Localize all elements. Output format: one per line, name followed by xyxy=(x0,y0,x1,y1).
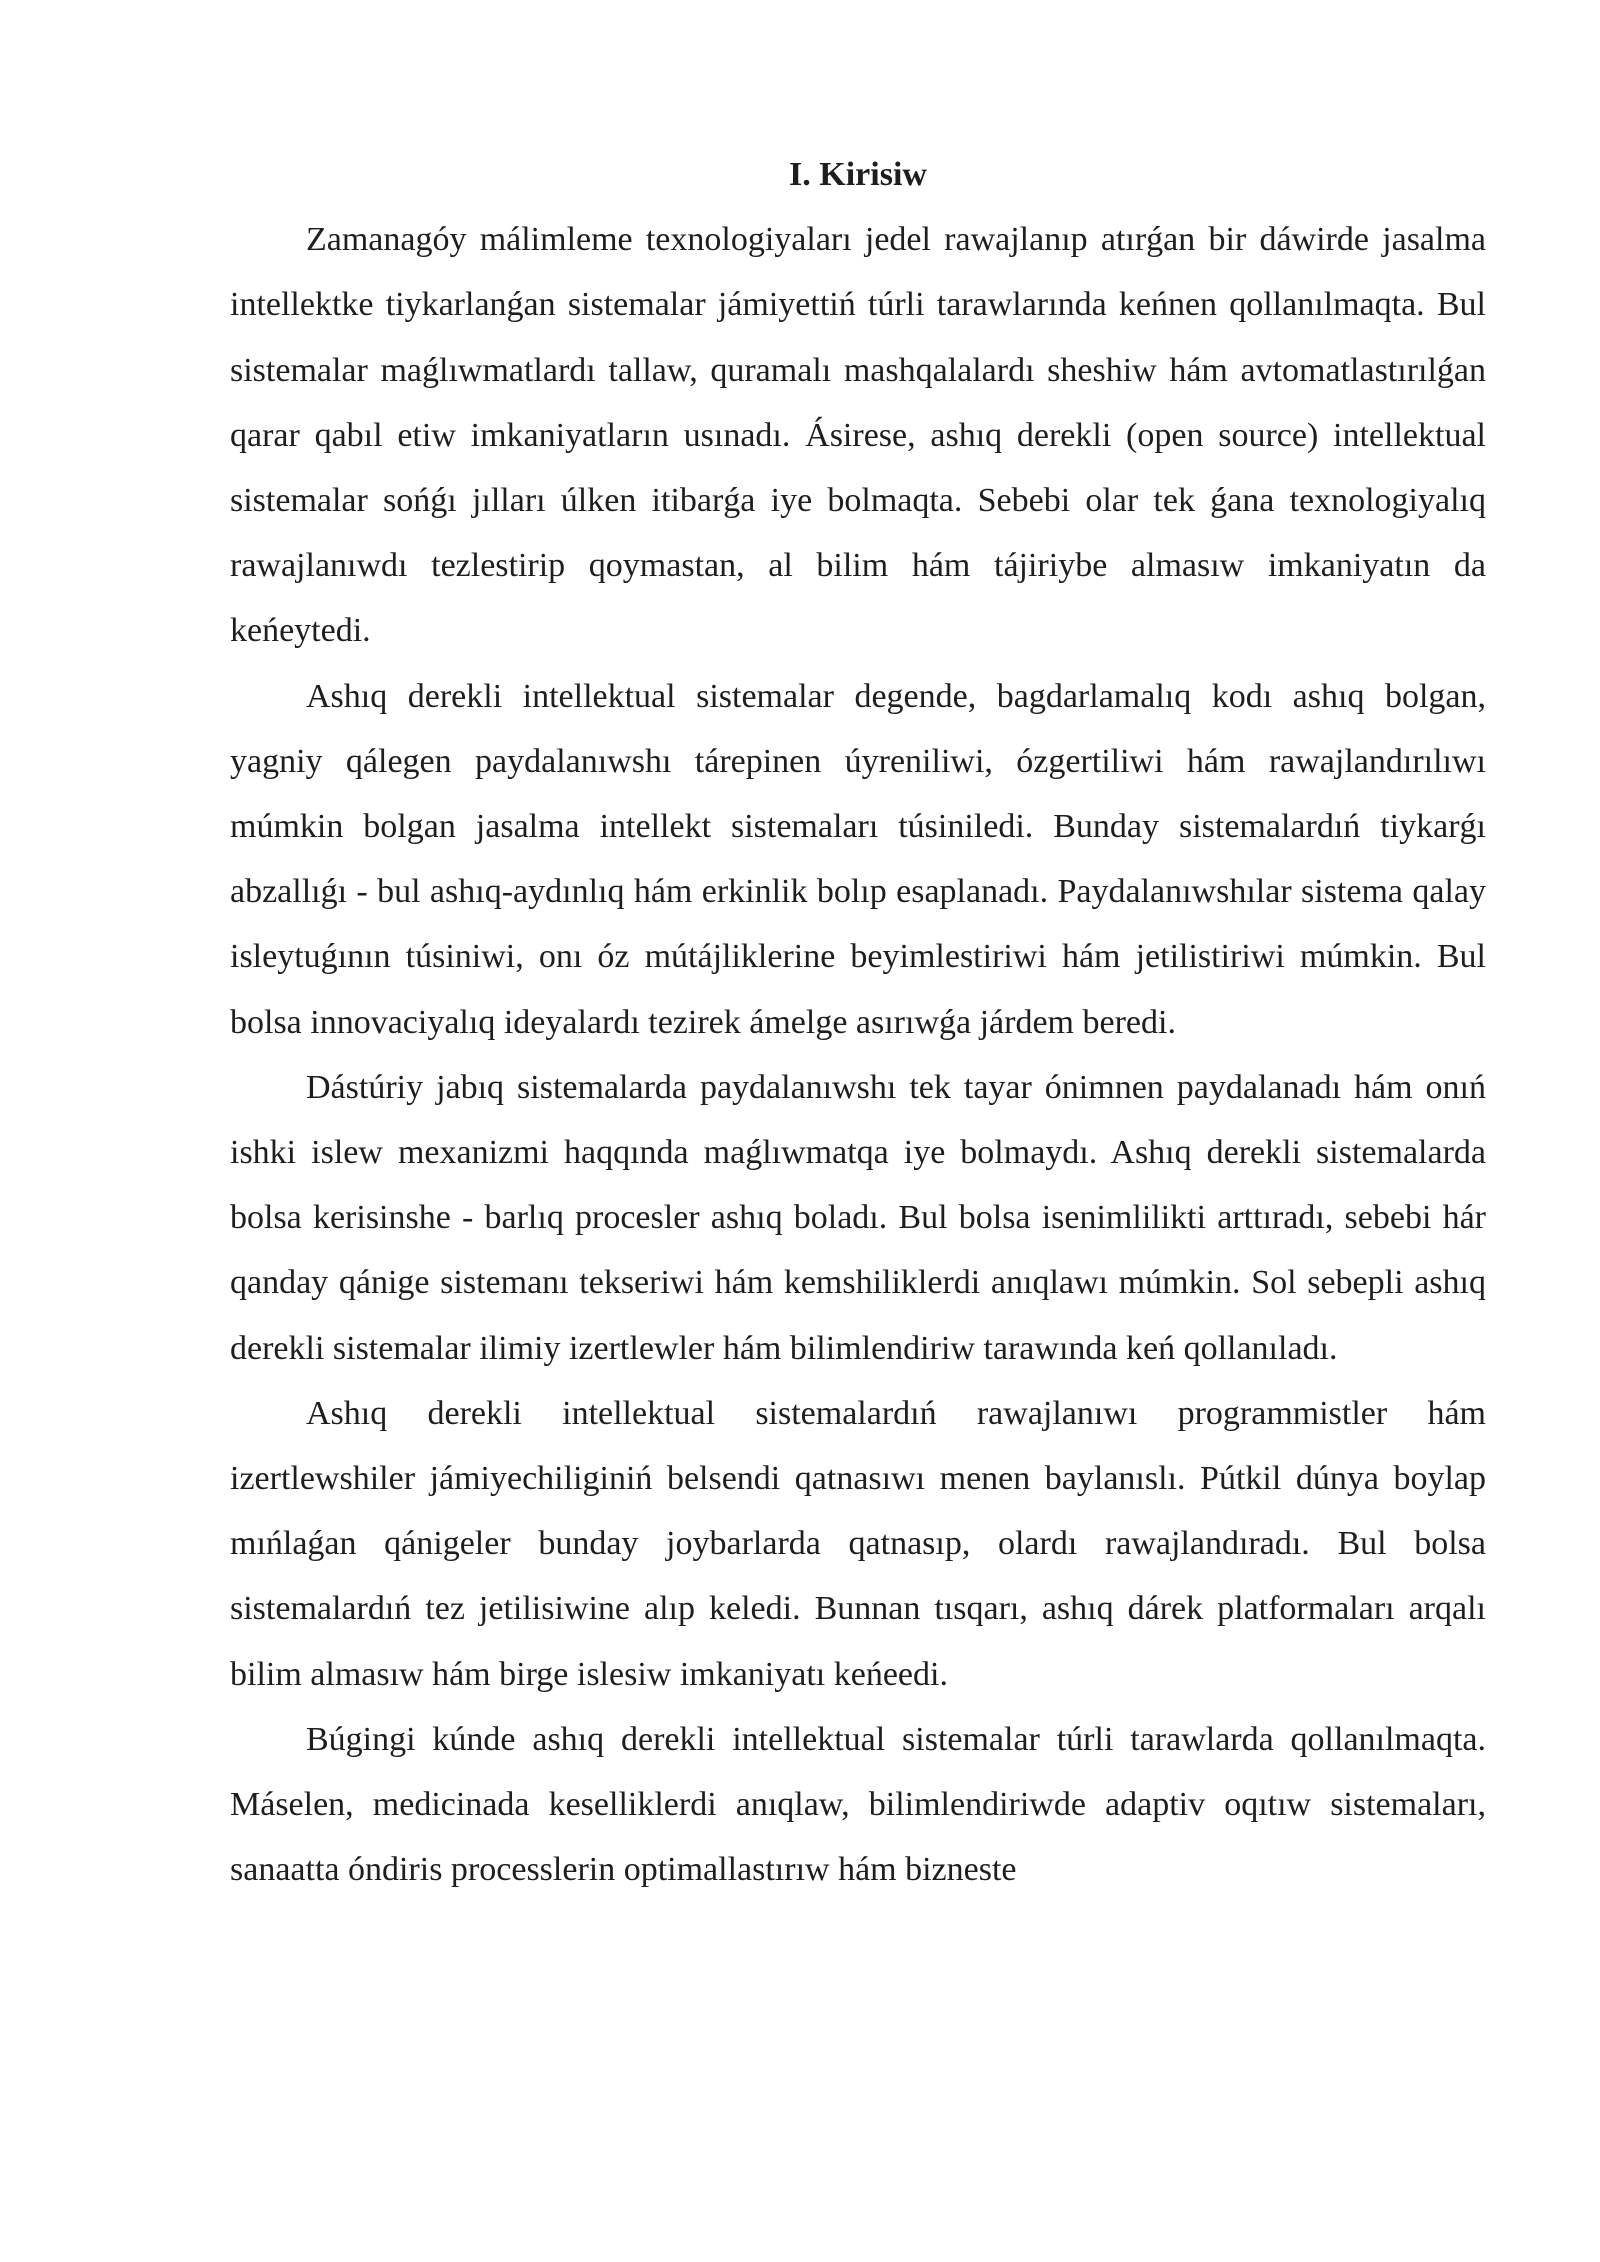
paragraph-5: Búgingi kúnde ashıq derekli intellektual sistemalar túrli tarawlarda qollanılmaqta. Máselen, medicinada keselliklerdi anıqlaw, bilimlendiriwde adaptiv oqıtıw sistemaları, sanaatta óndiris processlerin optimallastırıw hám bizneste xyxy=(230,1720,1486,1889)
paragraph-4: Ashıq derekli intellektual sistemalardıń rawajlanıwı programmistler hám izertlewshiler jámiyechiliginiń belsendi qatnasıwı menen baylanıslı. Pútkil dúnya boylap mıńlaǵan qánigeler bunday joybarlarda qatnasıp, olardı rawajlandıradı. Bul bolsa sistemalardıń tez jetilisiwine alıp keledi. Bunnan tısqarı, ashıq dárek platformaları arqalı bilim almasıw hám birge islesiw imkaniyatı keńeedi. xyxy=(230,1394,1486,1693)
section-title: I. Kirisiw xyxy=(789,156,927,193)
paragraph-2: Ashıq derekli intellektual sistemalar degende, bagdarlamalıq kodı ashıq bolgan, yagniy qálegen paydalanıwshı tárepinen úyreniliwi, ózgertiliwi hám rawajlandırılıwı múmkin bolgan jasalma intellekt sistemaları túsiniledi. Bunday sistemalardıń tiykarǵı abzallıǵı - bul ashıq-aydınlıq hám erkinlik bolıp esaplanadı. Paydalanıwshılar sistema qalay isleytuǵının túsiniwi, onı óz mútájliklerine beyimlestiriwi hám jetilistiriwi múmkin. Bul bolsa innovaciyalıq ideyalardı tezirek ámelge asırıwǵa járdem beredi. xyxy=(230,677,1486,1041)
paragraph-1: Zamanagóy málimleme texnologiyaları jedel rawajlanıp atırǵan bir dáwirde jasalma intellektke tiykarlanǵan sistemalar jámiyettiń túrli tarawlarında keńnen qollanılmaqta. Bul sistemalar maǵlıwmatlardı tallaw, quramalı mashqalalardı sheshiw hám avtomatlastırılǵan qarar qabıl etiw imkaniyatların usınadı. Ásirese, ashıq derekli (open source) intellektual sistemalar sońǵı jılları úlken itibarǵa iye bolmaqta. Sebebi olar tek ǵana texnologiyalıq rawajlanıwdı tezlestirip qoymastan, al bilim hám tájiriybe almasıw imkaniyatın da keńeytedi. xyxy=(230,221,1486,650)
paragraph-3: Dástúriy jabıq sistemalarda paydalanıwshı tek tayar ónimnen paydalanadı hám onıń ishki islew mexanizmi haqqında maǵlıwmatqa iye bolmaydı. Ashıq derekli sistemalarda bolsa kerisinshe - barlıq procesler ashıq boladı. Bul bolsa isenimlilikti arttıradı, sebebi hár qanday qánige sistemanı tekseriwi hám kemshiliklerdi anıqlawı múmkin. Sol sebepli ashıq derekli sistemalar ilimiy izertlewler hám bilimlendiriw tarawında keń qollanıladı. xyxy=(230,1068,1486,1367)
document-body xyxy=(230,142,1486,1902)
